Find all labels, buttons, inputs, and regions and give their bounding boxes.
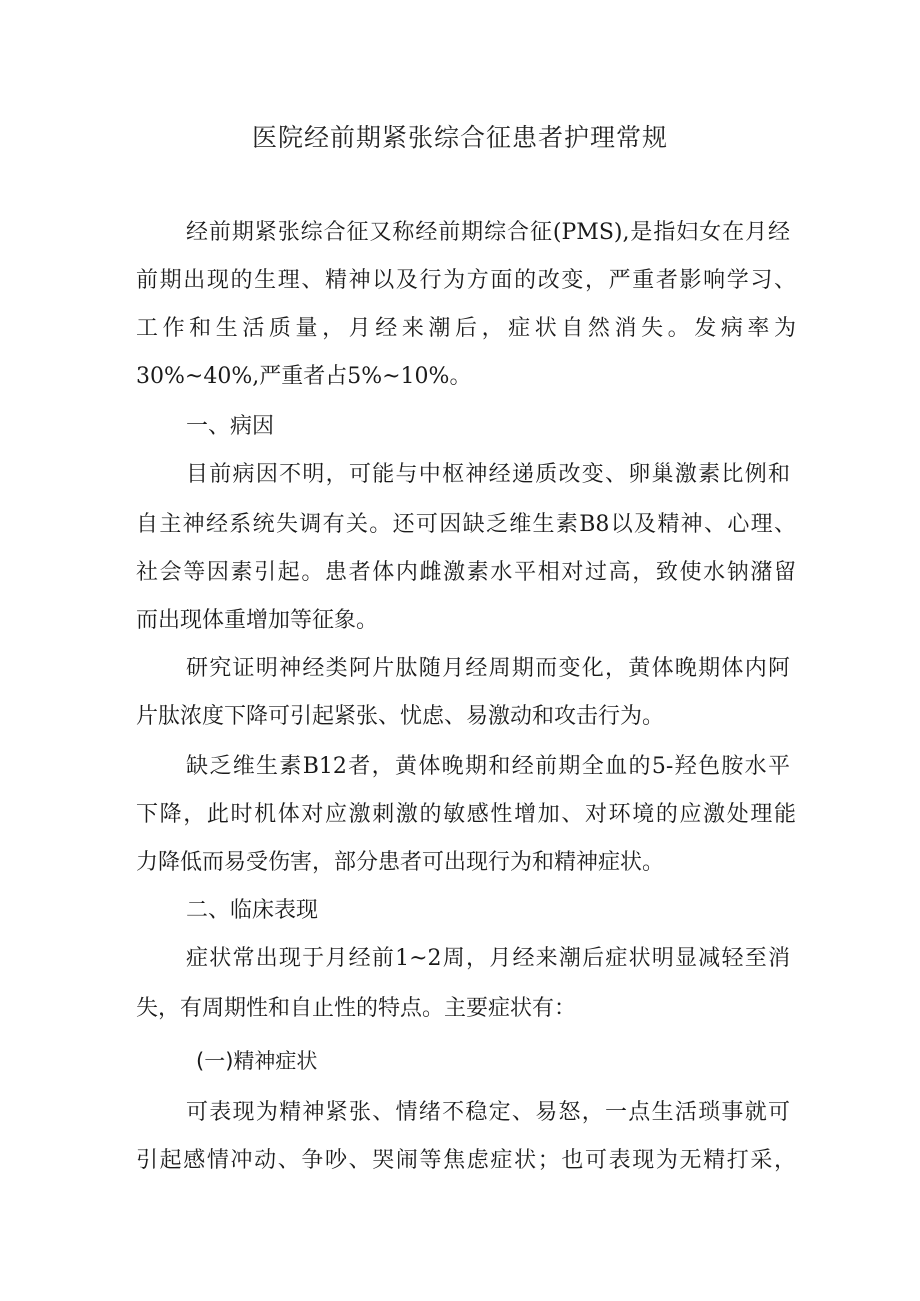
section-heading-etiology: 一、病因 — [186, 414, 275, 439]
etiology-p1-line-3: 社会等因素引起。患者体内雌激素水平相对过高，致使水钠潴留 — [136, 560, 796, 585]
clinical-p1-line-1: 症状常出现于月经前1~2周，月经来潮后症状明显减轻至消 — [186, 946, 790, 971]
mental-p1-line-1: 可表现为精神紧张、情绪不稳定、易怒，一点生活琐事就可 — [186, 1100, 790, 1125]
etiology-p1-line-1: 目前病因不明，可能与中枢神经递质改变、卵巢激素比例和 — [186, 462, 790, 487]
intro-line-3: 工作和生活质量，月经来潮后，症状自然消失。发病率为 — [136, 316, 796, 341]
etiology-p3-line-2: 下降，此时机体对应激刺激的敏感性增加、对环境的应激处理能 — [136, 802, 796, 827]
etiology-p2-line-2: 片肽浓度下降可引起紧张、忧虑、易激动和攻击行为。 — [136, 704, 665, 729]
etiology-p1-line-4: 而出现体重增加等征象。 — [136, 608, 379, 633]
subsection-heading-mental: (一)精神症状 — [196, 1049, 318, 1073]
section-heading-clinical: 二、临床表现 — [186, 898, 319, 923]
document-title: 医院经前期紧张综合征患者护理常规 — [251, 123, 668, 152]
etiology-p2-line-1: 研究证明神经类阿片肽随月经周期而变化，黄体晚期体内阿 — [186, 656, 790, 681]
etiology-p1-line-2: 自主神经系统失调有关。还可因缺乏维生素B8以及精神、心理、 — [136, 512, 796, 537]
clinical-p1-line-2: 失，有周期性和自止性的特点。主要症状有： — [136, 996, 577, 1021]
etiology-p3-line-1: 缺乏维生素B12者，黄体晚期和经前期全血的5-羟色胺水平 — [186, 754, 790, 779]
etiology-p3-line-3: 力降低而易受伤害，部分患者可出现行为和精神症状。 — [136, 850, 665, 875]
intro-line-4: 30%~40%,严重者占5%~10%。 — [136, 364, 472, 389]
intro-line-2: 前期出现的生理、精神以及行为方面的改变，严重者影响学习、 — [136, 268, 796, 293]
mental-p1-line-2: 引起感情冲动、争吵、哭闹等焦虑症状；也可表现为无精打采， — [136, 1148, 796, 1173]
intro-line-1: 经前期紧张综合征又称经前期综合征(PMS),是指妇女在月经 — [186, 220, 790, 245]
